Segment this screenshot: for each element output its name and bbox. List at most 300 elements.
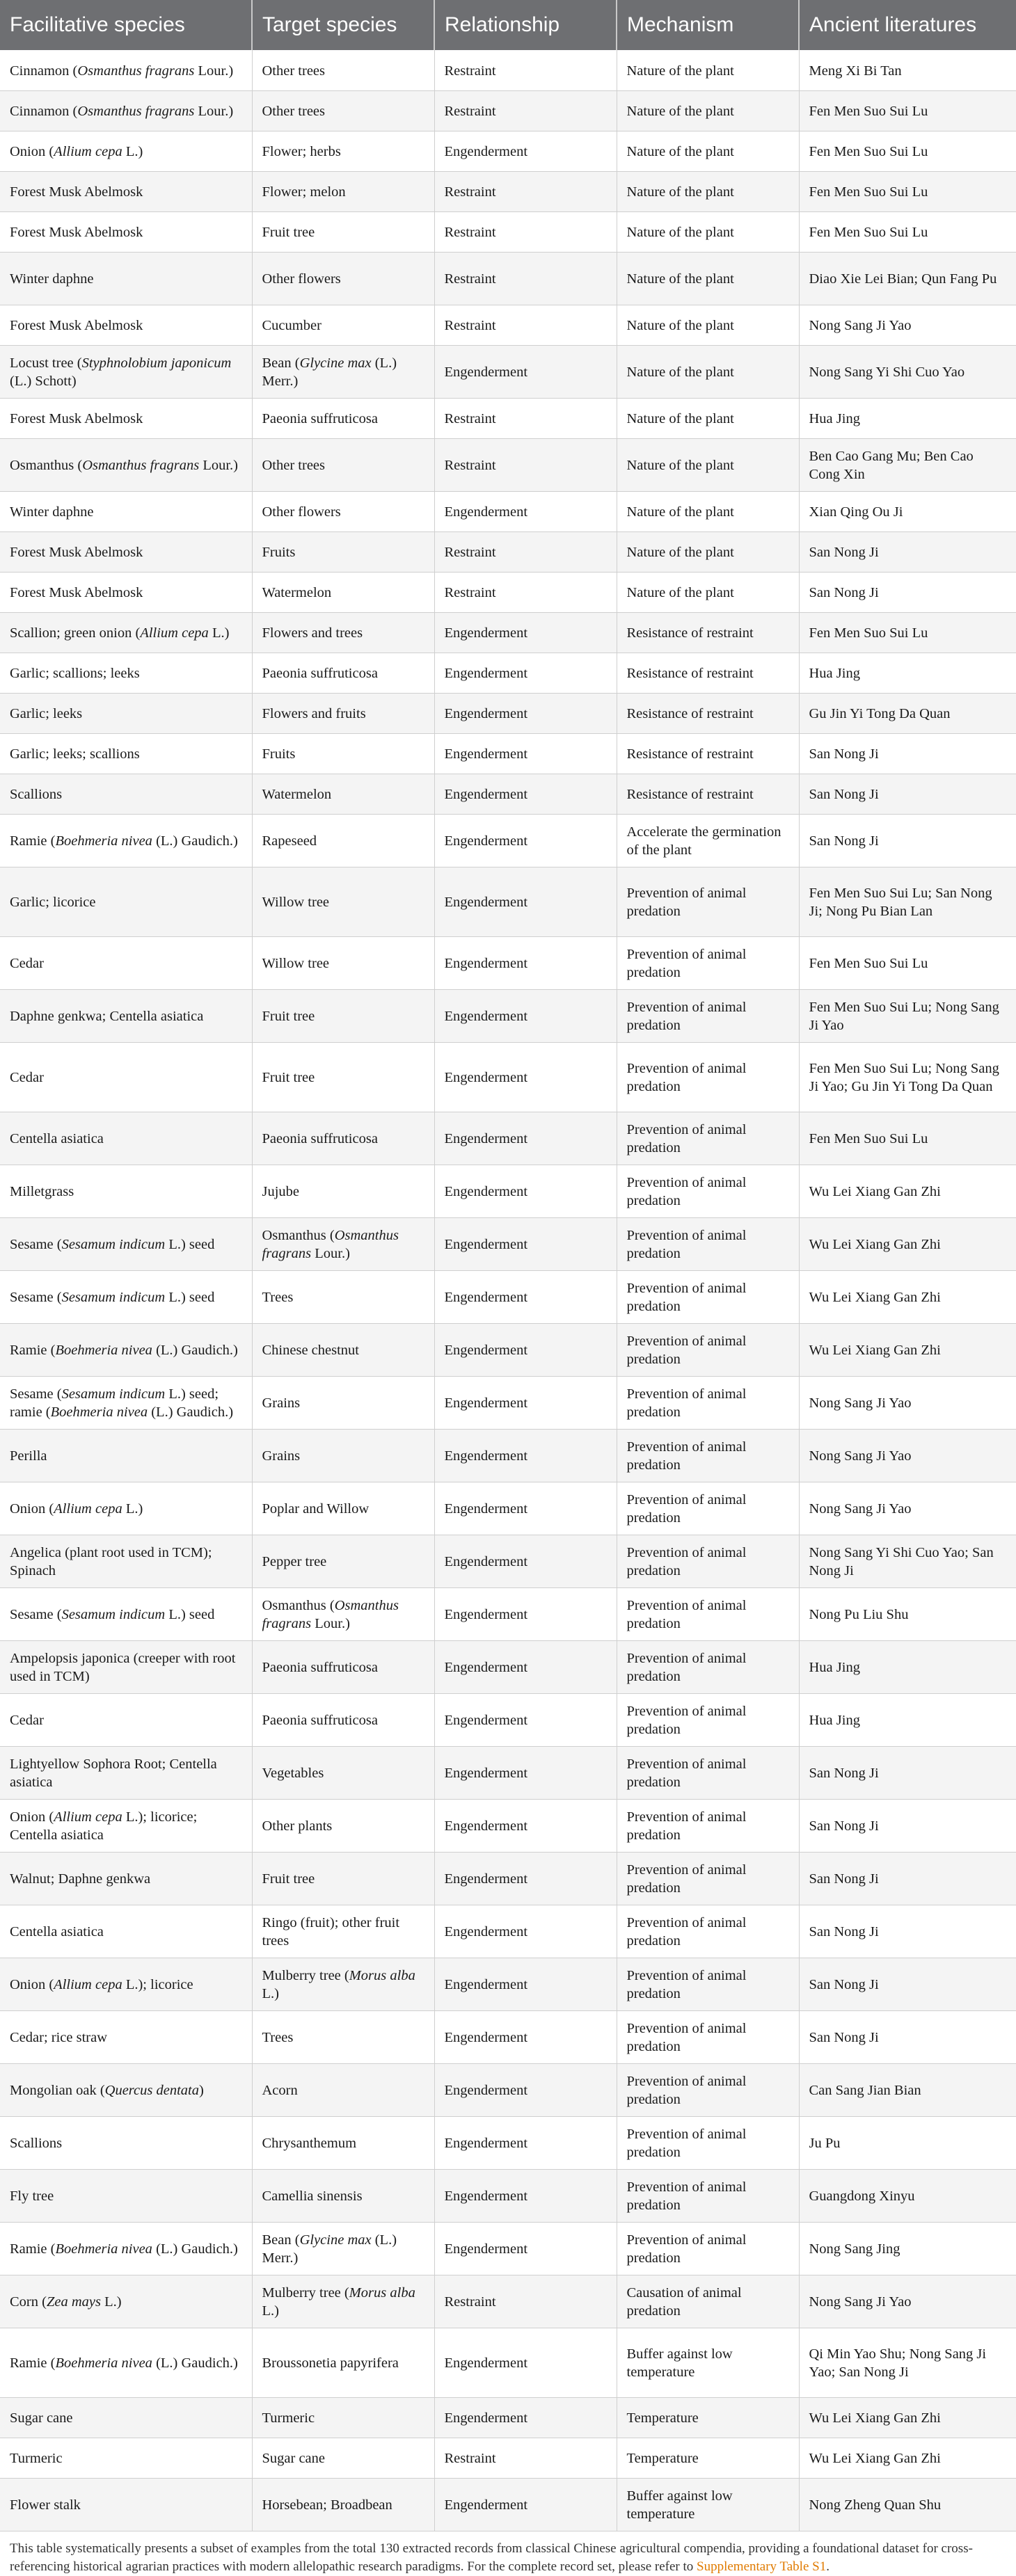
cell-mechanism: Prevention of animal predation <box>617 1587 799 1640</box>
cell-target-species <box>252 1429 434 1482</box>
cell-facilitative-species <box>0 171 252 211</box>
cell-mechanism: Prevention of animal predation <box>617 989 799 1042</box>
cell-target-species <box>252 1799 434 1852</box>
cell-facilitative-species <box>0 491 252 531</box>
cell-relationship: Restraint <box>434 398 617 438</box>
cell-text: Bean ( <box>262 2232 300 2248</box>
species-latin-name: Allium cepa <box>54 1809 122 1825</box>
table-row <box>0 491 1016 531</box>
cell-relationship: Engenderment <box>434 1799 617 1852</box>
cell-text: Fruits <box>262 545 296 560</box>
cell-mechanism: Prevention of animal predation <box>617 936 799 989</box>
cell-text: Cinnamon ( <box>10 104 78 119</box>
cell-facilitative-species <box>0 1323 252 1376</box>
cell-text: Fruit tree <box>262 1009 315 1024</box>
cell-facilitative-species <box>0 2328 252 2397</box>
cell-target-species <box>252 612 434 653</box>
cell-facilitative-species <box>0 531 252 572</box>
cell-relationship: Engenderment <box>434 1693 617 1746</box>
cell-ancient-literature: Fen Men Suo Sui Lu <box>799 1112 1016 1165</box>
cell-target-species <box>252 1905 434 1958</box>
cell-target-species <box>252 1958 434 2010</box>
species-latin-name: Glycine max <box>299 2232 372 2248</box>
cell-target-species <box>252 814 434 867</box>
cell-target-species <box>252 653 434 693</box>
cell-text: Onion ( <box>10 1977 54 1992</box>
table-row <box>0 1042 1016 1112</box>
cell-ancient-literature: Fen Men Suo Sui Lu <box>799 612 1016 653</box>
table-row <box>0 171 1016 211</box>
table-row <box>0 1270 1016 1323</box>
cell-text: Cedar <box>10 1713 44 1728</box>
cell-ancient-literature: Ben Cao Gang Mu; Ben Cao Cong Xin <box>799 438 1016 491</box>
cell-text: Horsebean; Broadbean <box>262 2497 392 2513</box>
table-row <box>0 398 1016 438</box>
cell-text: Lour.) <box>194 104 234 119</box>
cell-text: Willow tree <box>262 956 330 971</box>
table-row <box>0 211 1016 252</box>
cell-relationship: Engenderment <box>434 693 617 733</box>
table-row <box>0 531 1016 572</box>
cell-text: L.) <box>122 1501 143 1517</box>
cell-text: Jujube <box>262 1184 300 1199</box>
cell-mechanism: Resistance of restraint <box>617 774 799 814</box>
cell-text: Milletgrass <box>10 1184 74 1199</box>
species-latin-name: Boehmeria nivea <box>50 1405 148 1420</box>
cell-facilitative-species <box>0 50 252 90</box>
table-row <box>0 2478 1016 2531</box>
cell-mechanism: Prevention of animal predation <box>617 1165 799 1217</box>
cell-text: Mulberry tree ( <box>262 1968 349 1983</box>
cell-facilitative-species <box>0 211 252 252</box>
cell-mechanism: Prevention of animal predation <box>617 1799 799 1852</box>
table-row <box>0 131 1016 171</box>
table-row <box>0 438 1016 491</box>
cell-mechanism: Accelerate the germination of the plant <box>617 814 799 867</box>
table-row <box>0 305 1016 345</box>
cell-target-species <box>252 774 434 814</box>
cell-text: L.) seed <box>165 1607 215 1622</box>
cell-facilitative-species <box>0 1429 252 1482</box>
cell-mechanism: Prevention of animal predation <box>617 1535 799 1587</box>
cell-text: Angelica (plant root used in TCM); Spinach <box>10 1545 212 1578</box>
cell-text: Lour.) <box>194 63 234 79</box>
cell-text: Turmeric <box>262 2410 315 2426</box>
cell-text: Grains <box>262 1395 301 1411</box>
table-row <box>0 1746 1016 1799</box>
cell-target-species <box>252 693 434 733</box>
species-latin-name: Boehmeria nivea <box>55 2241 152 2257</box>
cell-text: (L.) Merr.) <box>262 355 397 389</box>
species-latin-name: Allium cepa <box>54 1501 122 1517</box>
cell-target-species <box>252 2275 434 2328</box>
cell-facilitative-species <box>0 90 252 131</box>
cell-text: Paeonia suffruticosa <box>262 411 378 426</box>
cell-text: Flower stalk <box>10 2497 81 2513</box>
cell-ancient-literature: Fen Men Suo Sui Lu; Nong Sang Ji Yao <box>799 989 1016 1042</box>
cell-text: Cedar <box>10 956 44 971</box>
cell-text: Corn ( <box>10 2294 47 2310</box>
cell-target-species <box>252 131 434 171</box>
table-row <box>0 2397 1016 2438</box>
cell-relationship: Engenderment <box>434 2222 617 2275</box>
cell-ancient-literature: Nong Zheng Quan Shu <box>799 2478 1016 2531</box>
cell-facilitative-species <box>0 1852 252 1905</box>
cell-text: Fruit tree <box>262 225 315 240</box>
cell-ancient-literature: Fen Men Suo Sui Lu <box>799 211 1016 252</box>
cell-ancient-literature: Guangdong Xinyu <box>799 2169 1016 2222</box>
cell-facilitative-species <box>0 1535 252 1587</box>
cell-text: Bean ( <box>262 355 300 371</box>
table-body <box>0 50 1016 2531</box>
cell-text: Forest Musk Abelmosk <box>10 545 143 560</box>
cell-text: L.) <box>262 1986 279 2001</box>
species-latin-name: Osmanthus fragrans <box>77 63 195 79</box>
cell-text: Lour.) <box>311 1616 350 1631</box>
cell-relationship: Restraint <box>434 2438 617 2478</box>
cell-text: Forest Musk Abelmosk <box>10 184 143 200</box>
species-latin-name: Sesamum indicum <box>61 1607 166 1622</box>
table-row <box>0 1482 1016 1535</box>
cell-mechanism: Nature of the plant <box>617 50 799 90</box>
cell-ancient-literature: Meng Xi Bi Tan <box>799 50 1016 90</box>
cell-target-species <box>252 345 434 398</box>
cell-text: L.) <box>262 2303 279 2319</box>
cell-text: Cinnamon ( <box>10 63 78 79</box>
species-latin-name: Allium cepa <box>54 1977 122 1992</box>
table-footnote <box>0 2531 1016 2576</box>
cell-text: Winter daphne <box>10 271 94 287</box>
cell-target-species <box>252 2116 434 2169</box>
supplementary-table-link[interactable]: Supplementary Table S1 <box>697 2559 827 2574</box>
cell-text: (L.) Merr.) <box>262 2232 397 2266</box>
table-row <box>0 2169 1016 2222</box>
cell-ancient-literature: Nong Sang Jing <box>799 2222 1016 2275</box>
cell-text: Cucumber <box>262 318 322 333</box>
cell-text: Broussonetia papyrifera <box>262 2355 399 2371</box>
cell-target-species <box>252 1042 434 1112</box>
cell-text: Ramie ( <box>10 833 56 849</box>
cell-ancient-literature: Fen Men Suo Sui Lu; San Nong Ji; Nong Pu Bian Lan <box>799 867 1016 936</box>
cell-text: L.) <box>122 144 143 159</box>
cell-ancient-literature: Wu Lei Xiang Gan Zhi <box>799 1270 1016 1323</box>
footnote-text: This table systematically presents a subset of examples from the total 130 extracted records from classical Chinese agricultural compendia, providing a foundational dataset for cross-referencing historical agrarian practices with modern allelopathic research paradigms. For the complete record set, please refer to <box>10 2541 973 2574</box>
cell-mechanism: Nature of the plant <box>617 491 799 531</box>
cell-mechanism: Prevention of animal predation <box>617 1042 799 1112</box>
cell-facilitative-species <box>0 1640 252 1693</box>
cell-mechanism: Nature of the plant <box>617 398 799 438</box>
table-row <box>0 1905 1016 1958</box>
cell-mechanism: Buffer against low temperature <box>617 2328 799 2397</box>
cell-mechanism: Prevention of animal predation <box>617 867 799 936</box>
cell-ancient-literature: Fen Men Suo Sui Lu <box>799 131 1016 171</box>
cell-ancient-literature: Nong Sang Ji Yao <box>799 1376 1016 1429</box>
cell-text: Mulberry tree ( <box>262 2285 349 2301</box>
cell-relationship: Engenderment <box>434 733 617 774</box>
cell-mechanism: Nature of the plant <box>617 90 799 131</box>
table-row <box>0 814 1016 867</box>
cell-relationship: Engenderment <box>434 1482 617 1535</box>
cell-text: (L.) Gaudich.) <box>152 2355 238 2371</box>
cell-target-species <box>252 1693 434 1746</box>
table-row <box>0 1217 1016 1270</box>
cell-facilitative-species <box>0 989 252 1042</box>
cell-relationship: Engenderment <box>434 1429 617 1482</box>
cell-text: Trees <box>262 1290 294 1305</box>
cell-relationship: Engenderment <box>434 491 617 531</box>
cell-text: Flower; melon <box>262 184 346 200</box>
header-mechanism: Mechanism <box>617 0 799 50</box>
cell-mechanism: Prevention of animal predation <box>617 1270 799 1323</box>
cell-target-species <box>252 1482 434 1535</box>
cell-relationship: Engenderment <box>434 774 617 814</box>
header-target-species: Target species <box>252 0 434 50</box>
cell-mechanism: Nature of the plant <box>617 572 799 612</box>
species-latin-name: Quercus dentata <box>104 2083 199 2098</box>
cell-text: Other flowers <box>262 504 341 520</box>
cell-ancient-literature: San Nong Ji <box>799 733 1016 774</box>
cell-facilitative-species <box>0 2222 252 2275</box>
cell-relationship: Restraint <box>434 305 617 345</box>
cell-mechanism: Prevention of animal predation <box>617 1482 799 1535</box>
cell-relationship: Restraint <box>434 50 617 90</box>
cell-target-species <box>252 1852 434 1905</box>
cell-mechanism: Prevention of animal predation <box>617 1852 799 1905</box>
table-row <box>0 612 1016 653</box>
cell-target-species <box>252 2397 434 2438</box>
cell-target-species <box>252 1165 434 1217</box>
cell-mechanism: Prevention of animal predation <box>617 1112 799 1165</box>
cell-target-species <box>252 2222 434 2275</box>
cell-facilitative-species <box>0 733 252 774</box>
cell-mechanism: Prevention of animal predation <box>617 1640 799 1693</box>
cell-mechanism: Resistance of restraint <box>617 653 799 693</box>
cell-facilitative-species <box>0 252 252 305</box>
table-row <box>0 733 1016 774</box>
cell-text: L.); licorice; Centella asiatica <box>10 1809 198 1843</box>
cell-text: Other trees <box>262 458 325 473</box>
cell-relationship: Engenderment <box>434 1270 617 1323</box>
cell-mechanism: Resistance of restraint <box>617 612 799 653</box>
cell-facilitative-species <box>0 1042 252 1112</box>
cell-ancient-literature: Nong Sang Ji Yao <box>799 1429 1016 1482</box>
cell-ancient-literature: Xian Qing Ou Ji <box>799 491 1016 531</box>
header-relationship: Relationship <box>434 0 617 50</box>
cell-text: Ampelopsis japonica (creeper with root used in TCM) <box>10 1651 236 1684</box>
cell-ancient-literature: Fen Men Suo Sui Lu <box>799 936 1016 989</box>
cell-ancient-literature: Fen Men Suo Sui Lu <box>799 90 1016 131</box>
table-row <box>0 90 1016 131</box>
cell-facilitative-species <box>0 572 252 612</box>
cell-relationship: Engenderment <box>434 814 617 867</box>
cell-relationship: Engenderment <box>434 1535 617 1587</box>
cell-text: Paeonia suffruticosa <box>262 666 378 681</box>
cell-mechanism: Prevention of animal predation <box>617 1693 799 1746</box>
cell-text: (L.) Schott) <box>10 374 77 389</box>
cell-facilitative-species <box>0 1217 252 1270</box>
cell-text: Watermelon <box>262 585 332 600</box>
cell-relationship: Engenderment <box>434 936 617 989</box>
table-row <box>0 1323 1016 1376</box>
cell-ancient-literature: Nong Sang Yi Shi Cuo Yao <box>799 345 1016 398</box>
cell-target-species <box>252 936 434 989</box>
cell-mechanism: Buffer against low temperature <box>617 2478 799 2531</box>
cell-mechanism: Prevention of animal predation <box>617 2063 799 2116</box>
cell-facilitative-species <box>0 131 252 171</box>
cell-facilitative-species <box>0 2116 252 2169</box>
cell-ancient-literature: Wu Lei Xiang Gan Zhi <box>799 1323 1016 1376</box>
cell-relationship: Engenderment <box>434 1376 617 1429</box>
cell-text: Garlic; leeks; scallions <box>10 746 140 762</box>
cell-text: Fruit tree <box>262 1070 315 1085</box>
cell-facilitative-species <box>0 398 252 438</box>
cell-relationship: Engenderment <box>434 1112 617 1165</box>
cell-target-species <box>252 211 434 252</box>
cell-relationship: Restraint <box>434 531 617 572</box>
cell-text: Lour.) <box>311 1246 350 1261</box>
cell-ancient-literature: Ju Pu <box>799 2116 1016 2169</box>
cell-facilitative-species <box>0 2063 252 2116</box>
cell-relationship: Engenderment <box>434 2478 617 2531</box>
cell-text: Locust tree ( <box>10 355 82 371</box>
cell-mechanism: Causation of animal predation <box>617 2275 799 2328</box>
cell-facilitative-species <box>0 1905 252 1958</box>
cell-mechanism: Prevention of animal predation <box>617 1905 799 1958</box>
species-latin-name: Zea mays <box>46 2294 101 2310</box>
cell-ancient-literature: San Nong Ji <box>799 1799 1016 1852</box>
cell-ancient-literature: Fen Men Suo Sui Lu <box>799 171 1016 211</box>
table-row <box>0 2010 1016 2063</box>
table-row <box>0 50 1016 90</box>
cell-text: (L.) Gaudich.) <box>148 1405 234 1420</box>
cell-text: Sesame ( <box>10 1290 62 1305</box>
cell-text: Scallions <box>10 787 63 802</box>
table-row <box>0 1587 1016 1640</box>
cell-facilitative-species <box>0 653 252 693</box>
cell-relationship: Engenderment <box>434 2397 617 2438</box>
cell-target-species <box>252 867 434 936</box>
cell-text: Flower; herbs <box>262 144 341 159</box>
cell-text: Grains <box>262 1448 301 1464</box>
cell-ancient-literature: Wu Lei Xiang Gan Zhi <box>799 2438 1016 2478</box>
cell-facilitative-species <box>0 2169 252 2222</box>
table-row <box>0 1376 1016 1429</box>
cell-text: ) <box>198 2083 204 2098</box>
cell-text: Centella asiatica <box>10 1131 104 1146</box>
cell-text: Other trees <box>262 63 325 79</box>
cell-text: Sesame ( <box>10 1386 62 1402</box>
species-latin-name: Allium cepa <box>140 625 209 641</box>
cell-target-species <box>252 438 434 491</box>
cell-ancient-literature: Qi Min Yao Shu; Nong Sang Ji Yao; San Nong Ji <box>799 2328 1016 2397</box>
cell-target-species <box>252 1270 434 1323</box>
species-latin-name: Osmanthus fragrans <box>262 1228 399 1261</box>
table-row <box>0 989 1016 1042</box>
cell-text: L.); licorice <box>122 1977 193 1992</box>
cell-target-species <box>252 733 434 774</box>
cell-text: Centella asiatica <box>10 1924 104 1939</box>
cell-target-species <box>252 50 434 90</box>
cell-target-species <box>252 1535 434 1587</box>
species-latin-name: Osmanthus fragrans <box>82 458 200 473</box>
cell-mechanism: Prevention of animal predation <box>617 1429 799 1482</box>
cell-text: Camellia sinensis <box>262 2189 363 2204</box>
cell-mechanism: Prevention of animal predation <box>617 2116 799 2169</box>
cell-text: Forest Musk Abelmosk <box>10 411 143 426</box>
cell-text: (L.) Gaudich.) <box>152 833 238 849</box>
cell-text: Winter daphne <box>10 504 94 520</box>
cell-text: (L.) Gaudich.) <box>152 2241 238 2257</box>
table-row <box>0 1640 1016 1693</box>
cell-relationship: Restraint <box>434 438 617 491</box>
cell-mechanism: Resistance of restraint <box>617 693 799 733</box>
cell-text: Onion ( <box>10 1809 54 1825</box>
cell-facilitative-species <box>0 693 252 733</box>
header-row <box>0 0 1016 50</box>
cell-text: Osmanthus ( <box>262 1598 335 1613</box>
table-row <box>0 774 1016 814</box>
cell-ancient-literature: Wu Lei Xiang Gan Zhi <box>799 1217 1016 1270</box>
cell-text: Paeonia suffruticosa <box>262 1131 378 1146</box>
cell-ancient-literature: Hua Jing <box>799 398 1016 438</box>
cell-text: Other flowers <box>262 271 341 287</box>
cell-text: L.) seed <box>165 1237 215 1252</box>
table-row <box>0 1112 1016 1165</box>
cell-facilitative-species <box>0 2010 252 2063</box>
cell-ancient-literature: San Nong Ji <box>799 572 1016 612</box>
table-row <box>0 936 1016 989</box>
cell-ancient-literature: Hua Jing <box>799 1693 1016 1746</box>
cell-text: Osmanthus ( <box>262 1228 335 1243</box>
cell-text: Other plants <box>262 1818 333 1834</box>
table-row <box>0 693 1016 733</box>
cell-facilitative-species <box>0 305 252 345</box>
cell-target-species <box>252 572 434 612</box>
cell-target-species <box>252 1217 434 1270</box>
species-latin-name: Osmanthus fragrans <box>262 1598 399 1631</box>
species-latin-name: Allium cepa <box>54 144 122 159</box>
cell-target-species <box>252 2438 434 2478</box>
cell-ancient-literature: San Nong Ji <box>799 2010 1016 2063</box>
cell-relationship: Engenderment <box>434 1852 617 1905</box>
species-latin-name: Morus alba <box>349 2285 415 2301</box>
table-row <box>0 1693 1016 1746</box>
cell-text: Onion ( <box>10 1501 54 1517</box>
cell-ancient-literature: Can Sang Jian Bian <box>799 2063 1016 2116</box>
cell-text: Trees <box>262 2030 294 2045</box>
species-latin-name: Sesamum indicum <box>61 1237 166 1252</box>
cell-target-species <box>252 531 434 572</box>
cell-text: Scallions <box>10 2136 63 2151</box>
cell-target-species <box>252 305 434 345</box>
cell-text: Garlic; licorice <box>10 895 96 910</box>
species-latin-name: Sesamum indicum <box>61 1290 166 1305</box>
cell-relationship: Engenderment <box>434 2169 617 2222</box>
species-latin-name: Osmanthus fragrans <box>77 104 195 119</box>
cell-ancient-literature: San Nong Ji <box>799 1746 1016 1799</box>
table-row <box>0 1429 1016 1482</box>
cell-ancient-literature: San Nong Ji <box>799 1852 1016 1905</box>
cell-relationship: Engenderment <box>434 345 617 398</box>
cell-target-species <box>252 398 434 438</box>
cell-ancient-literature: San Nong Ji <box>799 1958 1016 2010</box>
species-latin-name: Sesamum indicum <box>61 1386 166 1402</box>
cell-text: Scallion; green onion ( <box>10 625 141 641</box>
table-row <box>0 2328 1016 2397</box>
cell-facilitative-species <box>0 2275 252 2328</box>
cell-target-species <box>252 90 434 131</box>
cell-text: Forest Musk Abelmosk <box>10 225 143 240</box>
